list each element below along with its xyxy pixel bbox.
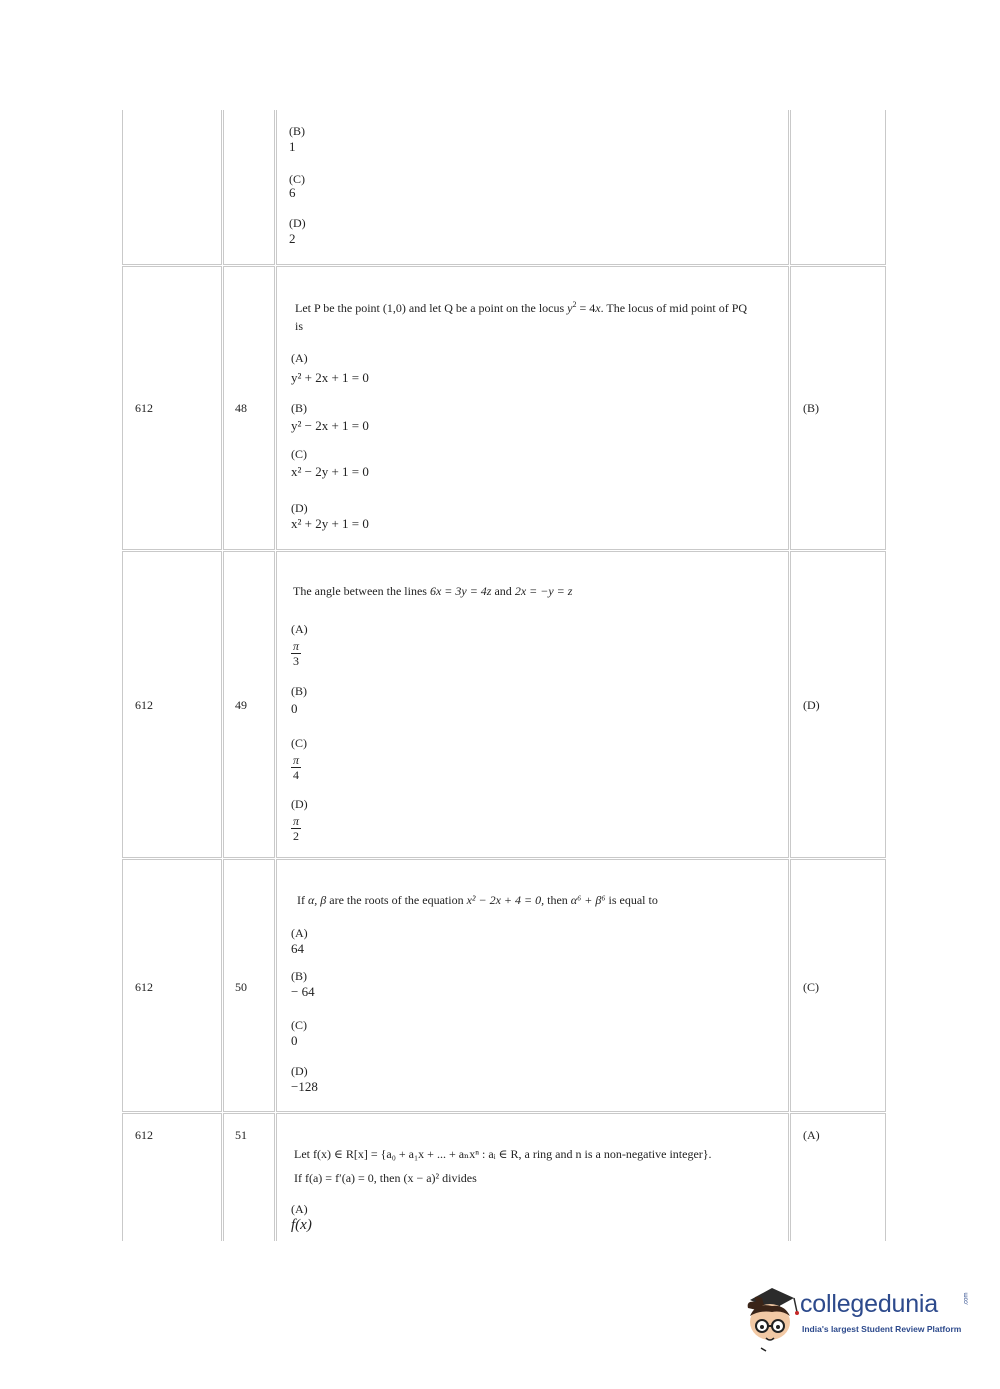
- correct-answer: (C): [803, 980, 819, 994]
- question-part: and let Q be a point on the locus: [408, 301, 565, 315]
- code-cell: [122, 110, 222, 265]
- question-text: [297, 891, 758, 909]
- question-cell: [276, 859, 789, 1112]
- question-number: 50: [235, 980, 247, 994]
- option-label: (A): [291, 926, 308, 940]
- option-b: [291, 684, 307, 716]
- option-value: 1: [289, 139, 296, 154]
- question-part: The angle between the lines: [293, 584, 427, 598]
- option-value: 6: [289, 185, 296, 200]
- question-number: 49: [235, 698, 247, 712]
- option-label: (C): [291, 447, 307, 461]
- answer-cell: [790, 266, 886, 550]
- option-label: (C): [291, 1018, 307, 1032]
- fraction: [291, 639, 301, 668]
- option-label: (D): [291, 501, 308, 515]
- paper-code: 612: [135, 1128, 153, 1142]
- qno-cell: [223, 1113, 275, 1241]
- option-label: (B): [291, 401, 307, 415]
- option-label: (A): [291, 622, 308, 636]
- code-cell: [122, 551, 222, 858]
- option-value: x² − 2y + 1 = 0: [291, 464, 369, 479]
- question-cell: [276, 551, 789, 858]
- paper-code: 612: [135, 698, 153, 712]
- collegedunia-logo: [742, 1282, 972, 1354]
- option-b: [289, 124, 305, 154]
- option-value: 0: [291, 1033, 298, 1048]
- fraction-denominator: 2: [293, 829, 299, 843]
- option-d: [291, 797, 308, 843]
- question-math: 2x = −y = z: [514, 584, 573, 598]
- question-part: If: [297, 893, 305, 907]
- question-math: 6x = 3y = 4z: [429, 584, 492, 598]
- option-a: [291, 926, 308, 956]
- option-value: 2: [289, 231, 296, 246]
- fraction-denominator: 3: [293, 654, 299, 668]
- code-cell: [122, 1113, 222, 1241]
- option-value: 0: [291, 701, 298, 716]
- option-c: [289, 172, 305, 200]
- paper-code: 612: [135, 980, 153, 994]
- option-label: (C): [291, 736, 307, 750]
- option-d: [291, 501, 369, 531]
- question-math: = 4: [579, 301, 596, 315]
- brand-suffix: .com: [963, 1292, 970, 1306]
- paper-code: 612: [135, 401, 153, 415]
- correct-answer: (B): [803, 401, 819, 415]
- correct-answer: (D): [803, 698, 820, 712]
- option-value: f(x): [291, 1217, 312, 1233]
- option-a: [291, 1202, 312, 1232]
- question-cell: [276, 1113, 789, 1241]
- table-row: [122, 1113, 886, 1241]
- question-math: x: [595, 301, 601, 315]
- table-row: [122, 859, 886, 1112]
- answer-cell: [790, 551, 886, 858]
- option-a: [291, 622, 308, 668]
- question-part: Let P be the point: [295, 301, 380, 315]
- question-math: α, β: [308, 893, 327, 907]
- question-math: y: [567, 301, 573, 315]
- question-math: (1,0): [382, 301, 406, 315]
- table-row: [122, 551, 886, 858]
- option-c: [291, 736, 307, 782]
- question-part: is equal to: [608, 893, 658, 907]
- option-value: − 64: [291, 984, 315, 999]
- option-c: [291, 447, 369, 479]
- option-value: 64: [291, 941, 304, 956]
- qno-cell: [223, 859, 275, 1112]
- option-value: x² + 2y + 1 = 0: [291, 516, 369, 531]
- question-text: [294, 1142, 768, 1190]
- answer-cell: [790, 859, 886, 1112]
- question-cell: [276, 266, 789, 550]
- fraction-numerator: π: [293, 639, 300, 653]
- question-math: α⁶ + β⁶: [570, 893, 606, 907]
- option-label: (B): [291, 684, 307, 698]
- mascot-icon: [742, 1282, 802, 1354]
- table-row: [122, 266, 886, 550]
- question-number: 48: [235, 401, 247, 415]
- question-line: Let f(x) ∈ R[x] = {a₀ + a₁x + ... + aₙxⁿ : aᵢ ∈ R, a ring and n is a non-negative integer}.: [294, 1147, 712, 1161]
- code-cell: [122, 266, 222, 550]
- fraction-numerator: π: [293, 753, 300, 767]
- option-label: (B): [291, 969, 307, 983]
- answer-cell: [790, 1113, 886, 1241]
- option-label: (D): [289, 216, 306, 230]
- table-row: [122, 110, 886, 265]
- question-number: 51: [235, 1128, 247, 1142]
- option-label: (A): [291, 1202, 308, 1216]
- correct-answer: (A): [803, 1128, 820, 1142]
- code-cell: [122, 859, 222, 1112]
- question-text: [293, 582, 758, 600]
- option-label: (A): [291, 351, 308, 365]
- fraction: [291, 814, 301, 843]
- option-a: [291, 351, 369, 385]
- question-part: and: [494, 584, 512, 598]
- option-b: [291, 969, 315, 999]
- option-d: [291, 1064, 318, 1094]
- question-cell: [276, 110, 789, 265]
- fraction: [291, 753, 301, 782]
- question-math: 2: [572, 300, 577, 309]
- brand-tagline: India's largest Student Review Platform: [802, 1324, 962, 1334]
- option-value: y² − 2x + 1 = 0: [291, 418, 369, 433]
- qno-cell: [223, 266, 275, 550]
- option-d: [289, 216, 306, 246]
- option-value: −128: [291, 1079, 318, 1094]
- option-c: [291, 1018, 307, 1048]
- option-label: (D): [291, 1064, 308, 1078]
- fraction-numerator: π: [293, 814, 300, 828]
- option-b: [291, 401, 369, 433]
- answer-cell: [790, 110, 886, 265]
- question-part: . The locus of mid point of PQ is: [295, 301, 748, 333]
- option-label: (B): [289, 124, 305, 138]
- question-text: [295, 299, 758, 335]
- option-label: (C): [289, 172, 305, 186]
- question-part: then: [547, 893, 568, 907]
- option-label: (D): [291, 797, 308, 811]
- qno-cell: [223, 110, 275, 265]
- fraction-denominator: 4: [293, 768, 299, 782]
- qno-cell: [223, 551, 275, 858]
- question-math: x² − 2x + 4 = 0,: [466, 893, 545, 907]
- brand-name: collegedunia: [800, 1290, 938, 1318]
- question-part: are the roots of the equation: [329, 893, 464, 907]
- question-line: If f(a) = f′(a) = 0, then (x − a)² divides: [294, 1171, 477, 1185]
- option-value: y² + 2x + 1 = 0: [291, 370, 369, 385]
